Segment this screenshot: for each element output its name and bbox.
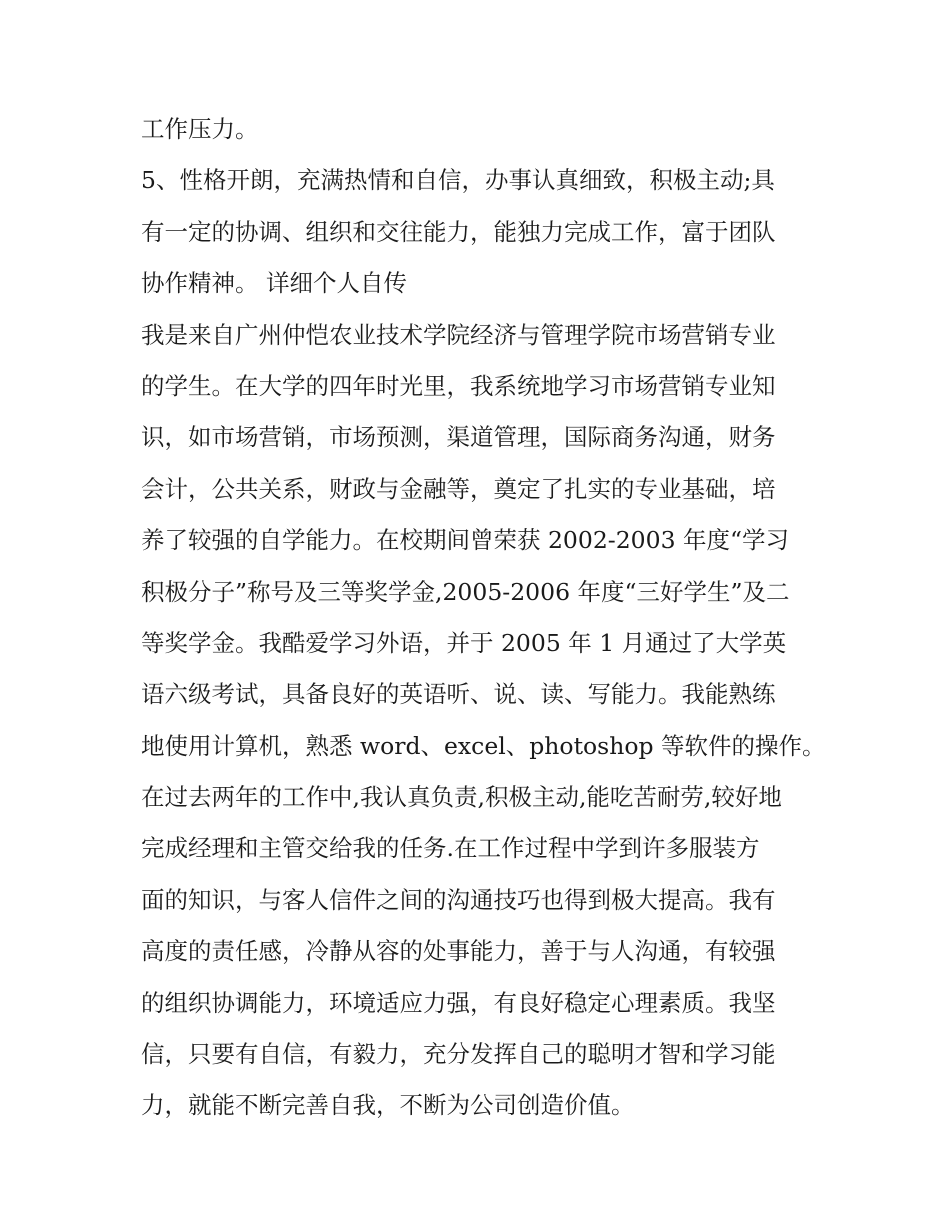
text-line: 高度的责任感，冷静从容的处事能力，善于与人沟通，有较强 (141, 937, 776, 966)
text-line: 的学生。在大学的四年时光里，我系统地学习市场营销专业知 (141, 371, 776, 400)
text-line: 工作压力。 (141, 115, 259, 143)
text-line: 协作精神。 详细个人自传 (141, 269, 407, 298)
text-line: 的组织协调能力，环境适应力强，有良好稳定心理素质。我坚 (141, 988, 776, 1017)
text-line: 有一定的协调、组织和交往能力，能独力完成工作，富于团队 (141, 217, 776, 246)
text-line: 识，如市场营销，市场预测，渠道管理，国际商务沟通，财务 (141, 423, 776, 452)
text-line: 语六级考试，具备良好的英语听、说、读、写能力。我能熟练 (141, 680, 776, 709)
text-line: 等奖学金。我酷爱学习外语，并于 2005 年 1 月通过了大学英 (141, 628, 787, 657)
text-line: 积极分子”称号及三等奖学金,2005-2006 年度“三好学生”及二 (141, 577, 790, 606)
text-line: 面的知识，与客人信件之间的沟通技巧也得到极大提高。我有 (141, 885, 776, 914)
text-line: 养了较强的自学能力。在校期间曾荣获 2002-2003 年度“学习 (141, 526, 790, 555)
text-line: 5、性格开朗，充满热情和自信，办事认真细致，积极主动;具 (141, 166, 775, 195)
text-line: 我是来自广州仲恺农业技术学院经济与管理学院市场营销专业 (141, 320, 776, 349)
body-text (141, 110, 826, 1138)
text-line: 信，只要有自信，有毅力，充分发挥自己的聪明才智和学习能 (141, 1040, 776, 1069)
text-line: 在过去两年的工作中,我认真负责,积极主动,能吃苦耐劳,较好地 (141, 783, 782, 812)
text-line: 力，就能不断完善自我，不断为公司创造价值。 (141, 1091, 635, 1120)
text-line: 完成经理和主管交给我的任务.在工作过程中学到许多服装方 (141, 834, 760, 863)
text-line: 地使用计算机，熟悉 word、excel、photoshop 等软件的操作。 (141, 731, 826, 760)
text-line: 会计，公共关系，财政与金融等，奠定了扎实的专业基础，培 (141, 474, 776, 503)
